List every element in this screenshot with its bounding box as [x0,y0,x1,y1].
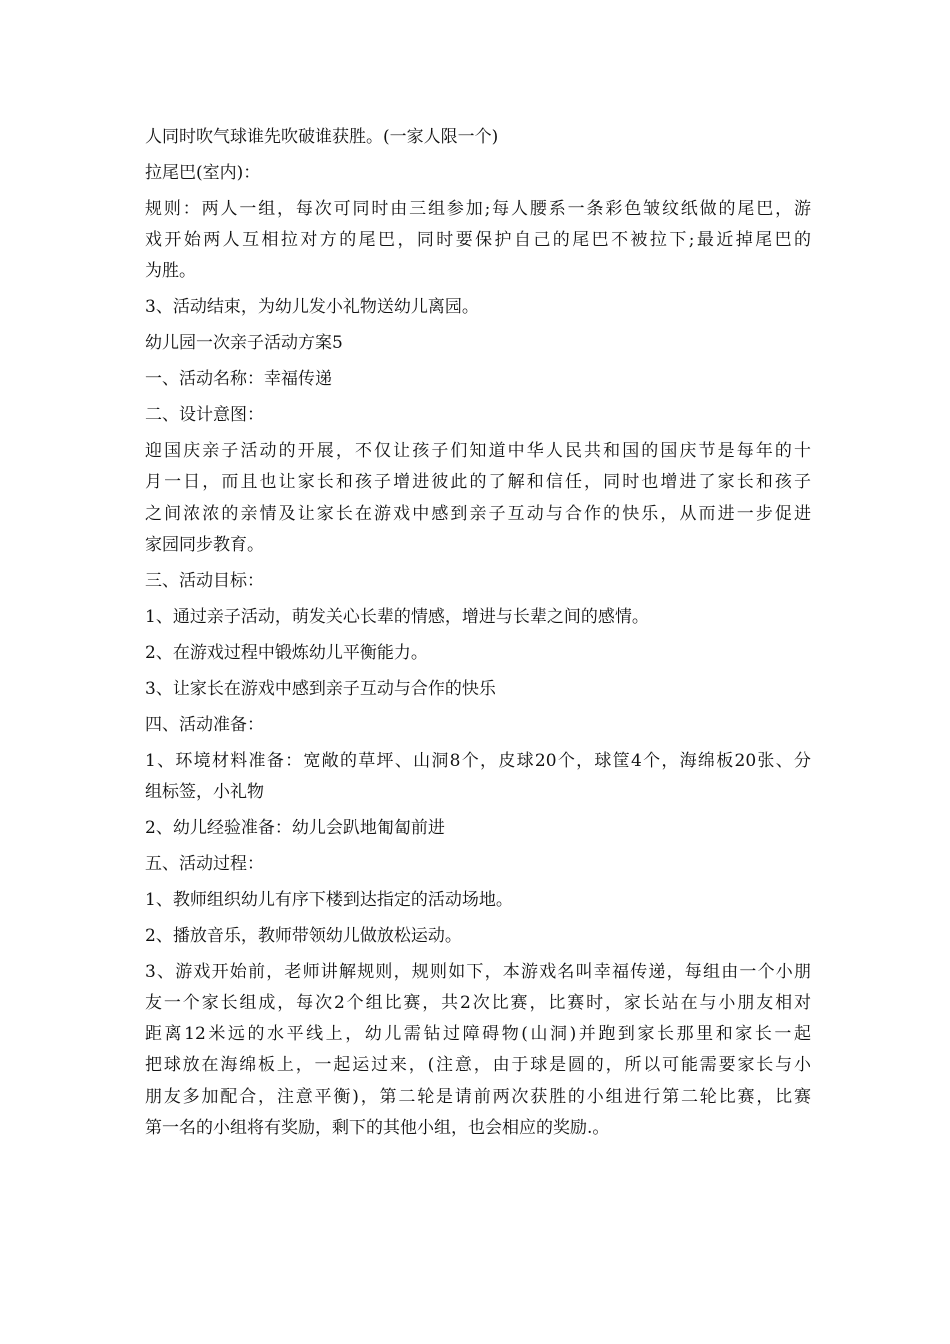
text-line: 1、通过亲子活动，萌发关心长辈的情感，增进与长辈之间的感情。 [145,606,649,627]
text-line: 为胜。 [145,261,196,282]
text-line: 距离12米远的水平线上，幼儿需钻过障碍物(山洞)并跑到家长那里和家长一起 [145,1024,811,1045]
text-line: 二、设计意图： [145,405,264,426]
text-line: 四、活动准备： [145,714,264,735]
text-line: 一、活动名称：幸福传递 [145,369,332,390]
text-line: 月一日，而且也让家长和孩子增进彼此的了解和信任，同时也增进了家长和孩子 [145,472,811,493]
text-line: 三、活动目标： [145,570,264,591]
text-line: 把球放在海绵板上，一起运过来，(注意，由于球是圆的，所以可能需要家长与小 [145,1055,811,1076]
text-line: 五、活动过程： [145,853,264,874]
text-line: 第一名的小组将有奖励，剩下的其他小组，也会相应的奖励.。 [145,1117,610,1138]
text-line: 之间浓浓的亲情及让家长在游戏中感到亲子互动与合作的快乐，从而进一步促进 [145,503,811,524]
text-line: 1、环境材料准备：宽敞的草坪、山洞8个，皮球20个，球筐4个，海绵板20张、分 [145,750,811,771]
text-line: 戏开始两人互相拉对方的尾巴，同时要保护自己的尾巴不被拉下;最近掉尾巴的 [145,230,811,251]
text-line: 2、幼儿经验准备：幼儿会趴地匍匐前进 [145,817,445,838]
text-line: 3、游戏开始前，老师讲解规则，规则如下，本游戏名叫幸福传递，每组由一个小朋 [145,961,811,982]
text-line: 2、播放音乐，教师带领幼儿做放松运动。 [145,925,462,946]
text-line: 1、教师组织幼儿有序下楼到达指定的活动场地。 [145,889,513,910]
text-line: 友一个家长组成，每次2个组比赛，共2次比赛，比赛时，家长站在与小朋友相对 [145,993,811,1014]
text-line: 2、在游戏过程中锻炼幼儿平衡能力。 [145,642,428,663]
text-line: 拉尾巴(室内)： [145,162,261,183]
text-line: 人同时吹气球谁先吹破谁获胜。(一家人限一个) [145,127,499,147]
text-line: 家园同步教育。 [145,534,264,555]
text-line: 迎国庆亲子活动的开展，不仅让孩子们知道中华人民共和国的国庆节是每年的十 [145,441,811,462]
text-line: 组标签，小礼物 [145,781,264,802]
document-body [145,122,811,1144]
text-line: 3、活动结束，为幼儿发小礼物送幼儿离园。 [145,297,479,318]
text-line: 3、让家长在游戏中感到亲子互动与合作的快乐 [145,678,496,699]
text-line: 朋友多加配合，注意平衡)，第二轮是请前两次获胜的小组进行第二轮比赛，比赛 [145,1086,811,1107]
text-line: 规则：两人一组，每次可同时由三组参加;每人腰系一条彩色皱纹纸做的尾巴，游 [145,198,811,219]
text-line: 幼儿园一次亲子活动方案5 [145,333,343,354]
